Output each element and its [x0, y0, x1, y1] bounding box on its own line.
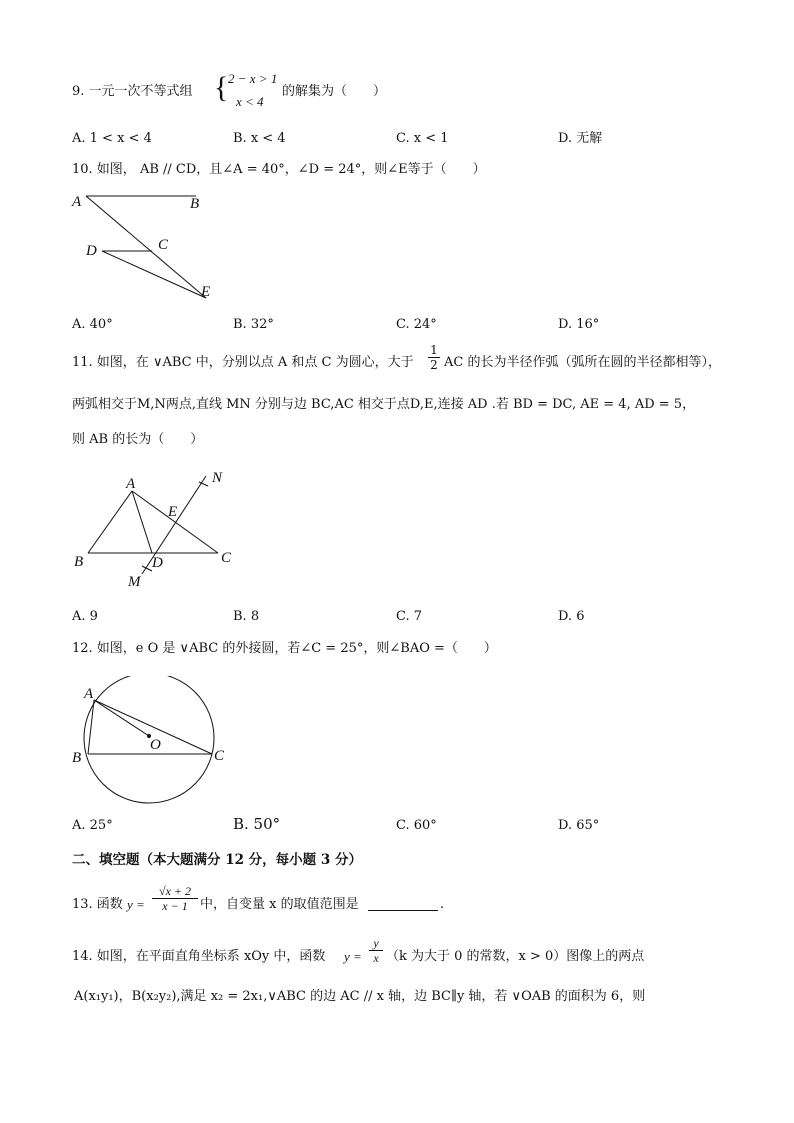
q11-line3: 则 AB 的长为（ ）	[72, 432, 204, 447]
q13-numerator: √x + 2	[158, 884, 191, 898]
q10-option-b: B. 32°	[233, 317, 274, 332]
q11-label-d: D	[152, 555, 163, 571]
q11-fraction	[428, 343, 440, 372]
q14-y-eq: y =	[344, 949, 362, 964]
q12-option-c: C. 60°	[396, 818, 437, 833]
q11-option-b: B. 8	[233, 609, 260, 624]
q11-label-e: E	[168, 504, 178, 520]
q13-end: .	[440, 897, 445, 912]
q11-label-c: C	[221, 550, 232, 566]
q10-figure	[66, 188, 226, 308]
q9-system-line2: x < 4	[236, 94, 264, 109]
q13-y-eq: y =	[127, 897, 145, 912]
q9-option-c: C. x < 1	[396, 131, 449, 146]
q10-option-a: A. 40°	[72, 317, 113, 332]
q10-label-d: D	[86, 243, 97, 259]
q14-line1-a: 14. 如图，在平面直角坐标系 xOy 中，函数	[72, 949, 326, 964]
q13-suffix: 中，自变量 x 的取值范围是	[200, 897, 359, 912]
q14-numerator: y	[373, 936, 379, 950]
q12-option-a: A. 25°	[72, 818, 113, 833]
q10-option-d: D. 16°	[558, 317, 600, 332]
q11-line1-a: 11. 如图，在 ∨ABC 中，分别以点 A 和点 C 为圆心，大于	[72, 355, 414, 370]
q11-line1-b: AC 的长为半径作弧（弧所在圆的半径都相等），	[444, 355, 721, 370]
q12-label-b: B	[72, 750, 82, 766]
q9-option-d: D. 无解	[558, 131, 603, 146]
q11-frac-den: 2	[428, 357, 440, 372]
q10-label-b: B	[190, 196, 200, 212]
q13-fraction	[152, 884, 198, 913]
q9-option-b: B. x < 4	[233, 131, 286, 146]
q12-label-c: C	[214, 748, 225, 764]
q13-denominator: x − 1	[152, 898, 198, 913]
q12-stem: 12. 如图，e O 是 ∨ABC 的外接圆，若∠C = 25°，则∠BAO =（ ）	[72, 641, 497, 656]
q12-option-d: D. 65°	[558, 818, 600, 833]
q13-prefix: 13. 函数	[72, 897, 123, 912]
q9-system-line1: 2 − x > 1	[228, 71, 278, 86]
q14-fraction	[369, 936, 383, 965]
q11-figure	[68, 470, 248, 590]
q9-stem-prefix: 9. 一元一次不等式组	[72, 84, 193, 99]
q14-denominator: x	[369, 950, 383, 965]
q11-label-b: B	[74, 554, 84, 570]
q9-option-a: A. 1 < x < 4	[72, 131, 152, 146]
section-2-heading: 二、填空题（本大题满分 12 分，每小题 3 分）	[72, 852, 362, 868]
q10-stem: 10. 如图， AB // CD，且∠A = 40°，∠D = 24°，则∠E等于（ ）	[72, 162, 486, 177]
q11-option-d: D. 6	[558, 609, 585, 624]
q12-option-b: B. 50°	[233, 815, 281, 833]
q10-option-c: C. 24°	[396, 317, 437, 332]
q14-line1-b: （k 为大于 0 的常数，x > 0）图像上的两点	[386, 949, 645, 964]
q11-line2: 两弧相交于M,N两点,直线 MN 分别与边 BC,AC 相交于点D,E,连接 AD .若 BD = DC, AE = 4, AD = 5，	[72, 397, 696, 412]
q11-label-a: A	[126, 476, 136, 492]
q10-label-c: C	[158, 237, 169, 253]
q13-answer-blank[interactable]	[368, 896, 438, 911]
q11-option-a: A. 9	[72, 609, 98, 624]
q11-frac-num: 1	[430, 343, 438, 357]
q11-option-c: C. 7	[396, 609, 423, 624]
q9-stem-suffix: 的解集为（ ）	[282, 84, 387, 99]
q10-label-a: A	[72, 194, 82, 210]
q11-label-m: M	[128, 574, 141, 590]
q12-label-a: A	[84, 686, 94, 702]
q9-brace: {	[214, 71, 229, 104]
q12-label-o: O	[150, 737, 161, 753]
q12-figure	[66, 676, 236, 816]
q14-line2: A(x₁y₁)，B(x₂y₂),满足 x₂ = 2x₁,∨ABC 的边 AC // x 轴，边 BC∥y 轴，若 ∨OAB 的面积为 6，则	[74, 989, 646, 1004]
q10-label-e: E	[201, 284, 211, 300]
q11-label-n: N	[212, 470, 223, 486]
